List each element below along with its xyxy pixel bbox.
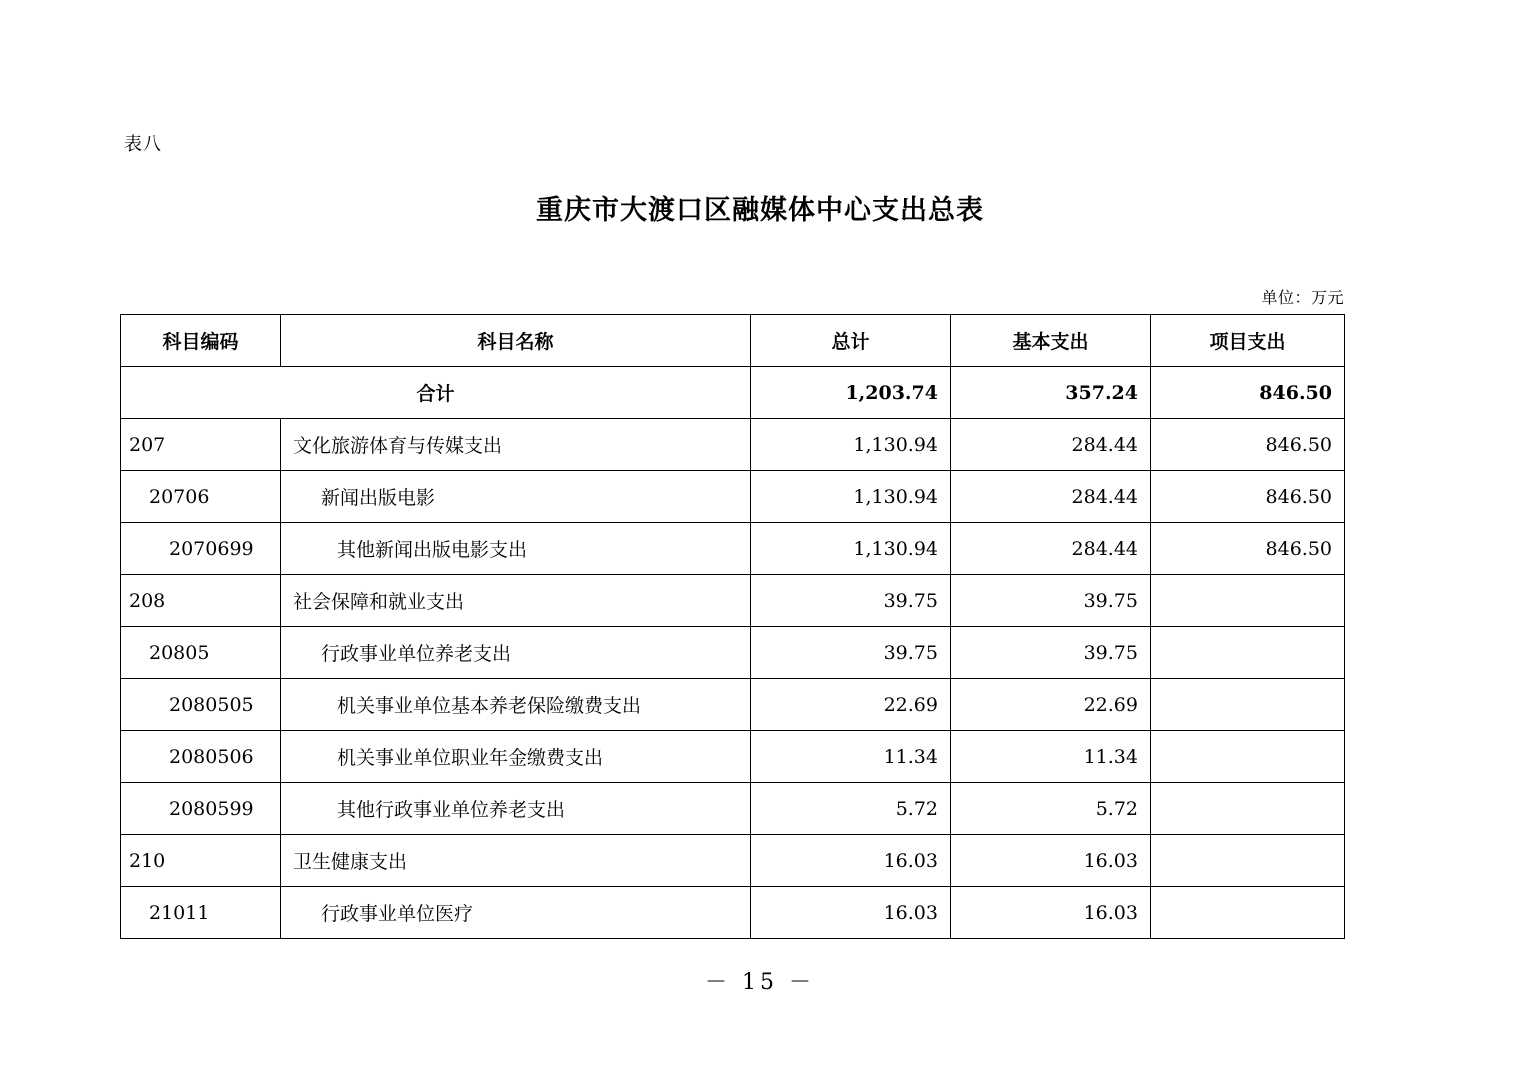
cell-basic: 284.44 [951, 523, 1151, 575]
cell-total: 16.03 [751, 887, 951, 939]
cell-code: 21011 [121, 887, 281, 939]
expenditure-table [120, 314, 1345, 939]
table-row [121, 835, 1345, 887]
summary-total: 1,203.74 [751, 367, 951, 419]
column-header-name: 科目名称 [281, 315, 751, 367]
table-body [121, 367, 1345, 939]
cell-project: 846.50 [1151, 523, 1345, 575]
summary-project: 846.50 [1151, 367, 1345, 419]
cell-total: 39.75 [751, 627, 951, 679]
cell-code: 207 [121, 419, 281, 471]
cell-basic: 16.03 [951, 887, 1151, 939]
cell-project [1151, 835, 1345, 887]
cell-basic: 16.03 [951, 835, 1151, 887]
cell-code: 2080505 [121, 679, 281, 731]
cell-total: 1,130.94 [751, 419, 951, 471]
cell-project [1151, 679, 1345, 731]
table-row-summary [121, 367, 1345, 419]
column-header-basic: 基本支出 [951, 315, 1151, 367]
cell-code: 2070699 [121, 523, 281, 575]
cell-code: 20706 [121, 471, 281, 523]
cell-name: 其他新闻出版电影支出 [281, 523, 751, 575]
table-row [121, 887, 1345, 939]
cell-basic: 284.44 [951, 471, 1151, 523]
page-number: － 15 － [705, 970, 815, 995]
table-header-row [121, 315, 1345, 367]
cell-name: 社会保障和就业支出 [281, 575, 751, 627]
cell-total: 1,130.94 [751, 471, 951, 523]
cell-total: 16.03 [751, 835, 951, 887]
cell-project [1151, 783, 1345, 835]
cell-project: 846.50 [1151, 419, 1345, 471]
cell-basic: 5.72 [951, 783, 1151, 835]
table-header [121, 315, 1345, 367]
cell-name: 其他行政事业单位养老支出 [281, 783, 751, 835]
column-header-code: 科目编码 [121, 315, 281, 367]
cell-project [1151, 731, 1345, 783]
table-row [121, 471, 1345, 523]
column-header-project: 项目支出 [1151, 315, 1345, 367]
table-row [121, 627, 1345, 679]
cell-project [1151, 887, 1345, 939]
cell-basic: 39.75 [951, 575, 1151, 627]
cell-code: 20805 [121, 627, 281, 679]
cell-basic: 39.75 [951, 627, 1151, 679]
cell-code: 2080599 [121, 783, 281, 835]
cell-name: 行政事业单位医疗 [281, 887, 751, 939]
table-row [121, 419, 1345, 471]
cell-project: 846.50 [1151, 471, 1345, 523]
summary-label: 合计 [121, 367, 751, 419]
cell-basic: 11.34 [951, 731, 1151, 783]
cell-project [1151, 575, 1345, 627]
cell-name: 机关事业单位职业年金缴费支出 [281, 731, 751, 783]
table-label: 表八 [124, 134, 162, 155]
table-row [121, 523, 1345, 575]
cell-total: 22.69 [751, 679, 951, 731]
cell-total: 5.72 [751, 783, 951, 835]
cell-code: 2080506 [121, 731, 281, 783]
cell-total: 11.34 [751, 731, 951, 783]
cell-code: 208 [121, 575, 281, 627]
table-row [121, 575, 1345, 627]
page-title: 重庆市大渡口区融媒体中心支出总表 [536, 195, 984, 226]
cell-basic: 284.44 [951, 419, 1151, 471]
cell-basic: 22.69 [951, 679, 1151, 731]
cell-name: 机关事业单位基本养老保险缴费支出 [281, 679, 751, 731]
cell-name: 卫生健康支出 [281, 835, 751, 887]
cell-name: 文化旅游体育与传媒支出 [281, 419, 751, 471]
cell-total: 1,130.94 [751, 523, 951, 575]
table-row [121, 783, 1345, 835]
cell-code: 210 [121, 835, 281, 887]
cell-name: 新闻出版电影 [281, 471, 751, 523]
table-row [121, 731, 1345, 783]
summary-basic: 357.24 [951, 367, 1151, 419]
cell-total: 39.75 [751, 575, 951, 627]
cell-project [1151, 627, 1345, 679]
unit-note: 单位：万元 [1261, 288, 1344, 307]
column-header-total: 总计 [751, 315, 951, 367]
cell-name: 行政事业单位养老支出 [281, 627, 751, 679]
table-row [121, 679, 1345, 731]
